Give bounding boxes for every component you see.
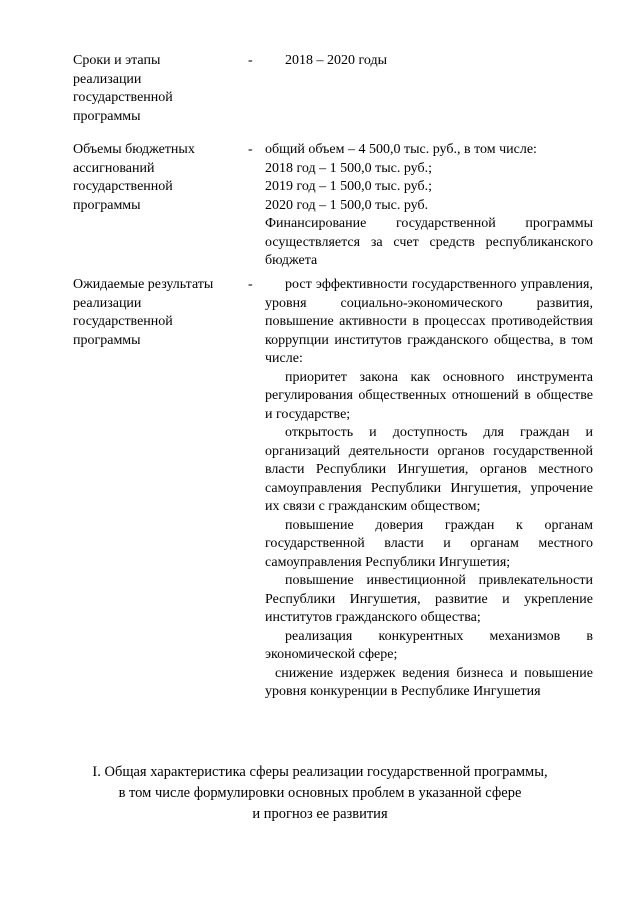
budget-line-2019: 2019 год – 1 500,0 тыс. руб.; <box>265 179 432 194</box>
results-item: повышение инвестиционной привлекательности Республики Ингушетия, развитие и укрепление институтов гражданского общества; <box>265 573 593 625</box>
results-label: Ожидаемые результаты реализации государственной программы <box>73 277 214 348</box>
section-heading-line1: I. Общая характеристика сферы реализации государственной программы, <box>92 764 548 780</box>
results-item: снижение издержек ведения бизнеса и повышение уровня конкуренции в Республике Ингушетия <box>265 665 593 699</box>
budget-line-2020: 2020 год – 1 500,0 тыс. руб. <box>265 197 429 213</box>
budget-value-cell <box>265 141 593 271</box>
budget-line-2018: 2018 год – 1 500,0 тыс. руб.; <box>265 160 432 176</box>
results-item: повышение доверия граждан к органам государственной власти и органам местного самоуправления Республики Ингушетия; <box>265 517 593 570</box>
budget-line-total: общий объем – 4 500,0 тыс. руб., в том числе: <box>265 142 537 157</box>
results-intro: рост эффективности государственного управления, уровня социально-экономического развития, повышение активности в процессах противодействия коррупции институтов гражданского общества, в том числе: <box>265 277 593 366</box>
results-dash: - <box>248 277 253 292</box>
section-heading <box>60 762 580 825</box>
terms-dash: - <box>248 53 253 68</box>
terms-label: Сроки и этапы реализации государственной программы <box>73 53 173 124</box>
terms-value-cell <box>265 52 593 71</box>
budget-dash: - <box>248 142 253 157</box>
section-heading-line3: и прогноз ее развития <box>252 806 388 822</box>
results-item: реализация конкурентных механизмов в экономической сфере; <box>265 628 593 662</box>
section-heading-line2: в том числе формулировки основных проблем в указанной сфере <box>118 785 522 801</box>
results-item: открытость и доступность для граждан и организаций деятельности органов государственной власти Республики Ингушетия, органов местного самоуправления Республики Ингушетия, упрочение их связи с гражданским обществом; <box>265 425 593 514</box>
results-item: приоритет закона как основного инструмента регулирования общественных отношений в обществе и государстве; <box>265 369 593 422</box>
budget-label: Объемы бюджетных ассигнований государственной программы <box>73 142 195 213</box>
results-value-cell <box>265 276 593 702</box>
terms-value: 2018 – 2020 годы <box>285 53 388 68</box>
budget-financing-note: Финансирование государственной программы осуществляется за счет средств республиканского бюджета <box>265 216 593 268</box>
